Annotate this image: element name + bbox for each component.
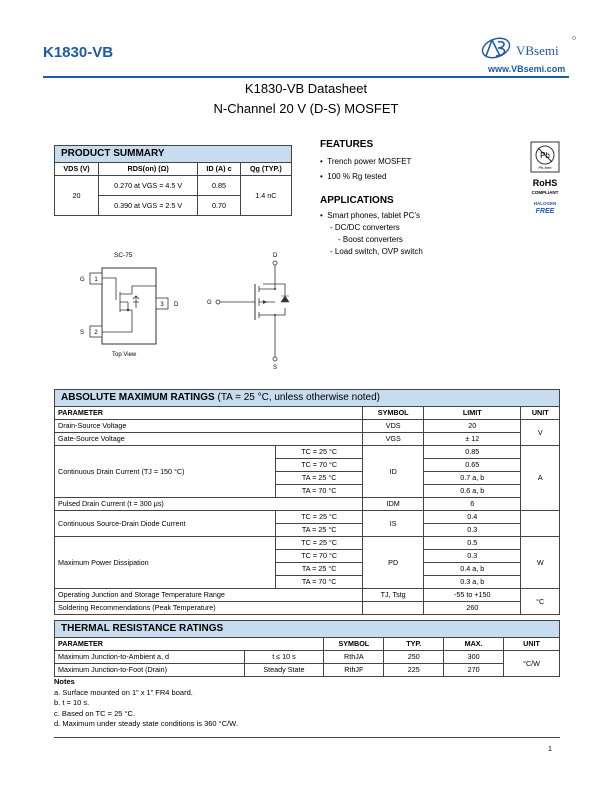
id-limit: 0.6 a, b — [424, 485, 521, 498]
idm-limit: 6 — [424, 498, 521, 511]
notes-heading: Notes — [54, 677, 75, 686]
tj-symbol: TJ, Tstg — [363, 589, 424, 602]
thermal-col-max: MAX. — [444, 638, 504, 651]
pd-limit: 0.4 a, b — [424, 563, 521, 576]
vds-limit: 20 — [424, 420, 521, 433]
rthja-symbol: RthJA — [324, 651, 384, 664]
rthjf-cond: Steady State — [244, 664, 324, 677]
pd-cond: TA = 70 °C — [276, 576, 363, 589]
title-line-1: K1830-VB Datasheet — [244, 81, 368, 96]
product-summary-table — [54, 145, 292, 216]
thermal-col-symbol: SYMBOL — [324, 638, 384, 651]
rthjf-symbol: RthJF — [324, 664, 384, 677]
rthjf-label: Maximum Junction-to-Foot (Drain) — [55, 664, 245, 677]
is-limit: 0.3 — [424, 524, 521, 537]
col-vds: VDS (V) — [55, 163, 99, 176]
id-cond: TA = 70 °C — [276, 485, 363, 498]
soldering-limit: 260 — [424, 602, 521, 615]
tj-label: Operating Junction and Storage Temperature Range — [55, 589, 363, 602]
rthjf-max: 270 — [444, 664, 504, 677]
feature-item: • 100 % Rg tested — [320, 169, 411, 184]
pin-2: 2 — [94, 330, 98, 336]
vgs-limit: ± 12 — [424, 433, 521, 446]
applications-heading: APPLICATIONS — [320, 195, 394, 206]
id-value-2: 0.70 — [198, 196, 240, 216]
id-limit: 0.7 a, b — [424, 472, 521, 485]
rthja-cond: t ≤ 10 s — [244, 651, 324, 664]
notes — [54, 677, 238, 730]
rohs-badge — [521, 138, 569, 222]
abs-col-symbol: SYMBOL — [363, 407, 424, 420]
pin-3: 3 — [160, 302, 164, 308]
id-cond: TC = 25 °C — [276, 446, 363, 459]
rthja-typ: 250 — [384, 651, 444, 664]
is-unit — [521, 511, 560, 537]
compliant-text: COMPLIANT — [531, 190, 559, 195]
idm-symbol: IDM — [363, 498, 424, 511]
applications-list — [320, 210, 423, 258]
id-cond: TC = 70 °C — [276, 459, 363, 472]
tj-limit: -55 to +150 — [424, 589, 521, 602]
pd-cond: TC = 25 °C — [276, 537, 363, 550]
qg-value: 1.4 nC — [240, 176, 291, 216]
product-summary-heading: PRODUCT SUMMARY — [55, 146, 292, 163]
thermal-resistance-table — [54, 620, 560, 677]
note-c: c. Based on TC = 25 °C. — [54, 708, 136, 718]
note-d: d. Maximum under steady state conditions is 360 °C/W. — [54, 719, 238, 728]
title-line-2: N-Channel 20 V (D-S) MOSFET — [213, 101, 399, 116]
features-heading: FEATURES — [320, 139, 374, 150]
app-item: - Load switch, OVP switch — [330, 247, 423, 256]
package-name: SC-75 — [114, 252, 133, 259]
vgs-label: Gate-Source Voltage — [55, 433, 363, 446]
note-a: a. Surface mounted on 1” x 1” FR4 board. — [54, 687, 193, 697]
abs-col-param: PARAMETER — [55, 407, 363, 420]
soldering-symbol — [363, 602, 424, 615]
pin-1: 1 — [94, 277, 98, 283]
is-symbol: IS — [363, 511, 424, 537]
thermal-heading: THERMAL RESISTANCE RATINGS — [55, 621, 560, 638]
thermal-col-param: PARAMETER — [55, 638, 324, 651]
a-unit: A — [521, 446, 560, 511]
abs-col-unit: UNIT — [521, 407, 560, 420]
id-label: Continuous Drain Current (TJ = 150 °C) — [55, 446, 276, 498]
rds-value-1: 0.270 at VGS = 4.5 V — [99, 176, 198, 196]
abs-max-title: ABSOLUTE MAXIMUM RATINGS — [61, 392, 215, 403]
id-symbol: ID — [363, 446, 424, 498]
brand-name: VBsemi — [516, 43, 559, 58]
feature-item: • Trench power MOSFET — [320, 154, 411, 169]
features-list — [320, 154, 411, 184]
pin-d-label: D — [174, 302, 179, 308]
idm-label: Pulsed Drain Current (t = 300 μs) — [55, 498, 363, 511]
w-unit: W — [521, 537, 560, 589]
abs-max-heading — [55, 390, 560, 407]
id-cond: TA = 25 °C — [276, 472, 363, 485]
thermal-unit: °C/W — [504, 651, 560, 677]
rthjf-typ: 225 — [384, 664, 444, 677]
website-link[interactable]: www.VBsemi.com — [488, 64, 566, 74]
pin-s-label: S — [80, 330, 85, 336]
col-rds: RDS(on) (Ω) — [99, 163, 198, 176]
schem-g-label: G — [207, 300, 212, 306]
thermal-col-typ: TYP. — [384, 638, 444, 651]
app-item: • Smart phones, tablet PC’s — [320, 210, 423, 222]
pd-symbol: PD — [363, 537, 424, 589]
c-unit: °C — [521, 589, 560, 615]
id-value-1: 0.85 — [198, 176, 240, 196]
free-text: FREE — [535, 208, 555, 215]
vgs-symbol: VGS — [363, 433, 424, 446]
schem-s-label: S — [273, 365, 278, 370]
thermal-col-unit: UNIT — [504, 638, 560, 651]
v-unit: V — [521, 420, 560, 446]
app-item: - DC/DC converters — [330, 223, 400, 232]
package-drawing — [70, 248, 200, 360]
is-cond: TC = 25 °C — [276, 511, 363, 524]
pd-limit: 0.3 a, b — [424, 576, 521, 589]
header-divider — [43, 76, 569, 78]
rthja-label: Maximum Junction-to-Ambient a, d — [55, 651, 245, 664]
top-view-label: Top View — [112, 352, 137, 358]
note-b: b. t = 10 s. — [54, 698, 90, 707]
is-limit: 0.4 — [424, 511, 521, 524]
halogen-text: HALOGEN — [533, 201, 557, 206]
vds-value: 20 — [55, 176, 99, 216]
app-item: - Boost converters — [338, 235, 403, 244]
rds-value-2: 0.390 at VGS = 2.5 V — [99, 196, 198, 216]
is-label: Continuous Source-Drain Diode Current — [55, 511, 276, 537]
pd-cond: TA = 25 °C — [276, 563, 363, 576]
schem-d-label: D — [273, 253, 278, 259]
pd-label: Maximum Power Dissipation — [55, 537, 276, 589]
pd-cond: TC = 70 °C — [276, 550, 363, 563]
pb-text: Pb — [540, 151, 550, 160]
vds-label: Drain-Source Voltage — [55, 420, 363, 433]
is-cond: TA = 25 °C — [276, 524, 363, 537]
abs-max-condition: (TA = 25 °C, unless otherwise noted) — [217, 392, 380, 403]
id-limit: 0.85 — [424, 446, 521, 459]
rohs-text: RoHS — [532, 178, 558, 188]
id-limit: 0.65 — [424, 459, 521, 472]
document-title — [0, 79, 612, 119]
pd-limit: 0.3 — [424, 550, 521, 563]
soldering-label: Soldering Recommendations (Peak Temperature) — [55, 602, 363, 615]
rthja-max: 300 — [444, 651, 504, 664]
part-number-title: K1830-VB — [43, 44, 114, 61]
vds-symbol: VDS — [363, 420, 424, 433]
abs-col-limit: LIMIT — [424, 407, 521, 420]
pb-free-text: Pb-free — [538, 165, 552, 170]
pd-limit: 0.5 — [424, 537, 521, 550]
page-number: 1 — [548, 746, 552, 753]
mosfet-schematic — [205, 248, 295, 370]
absolute-max-ratings-table — [54, 389, 560, 615]
col-id: ID (A) c — [198, 163, 240, 176]
col-qg: Qg (TYP.) — [240, 163, 291, 176]
pin-g-label: G — [80, 277, 85, 283]
footer-divider — [54, 737, 560, 738]
